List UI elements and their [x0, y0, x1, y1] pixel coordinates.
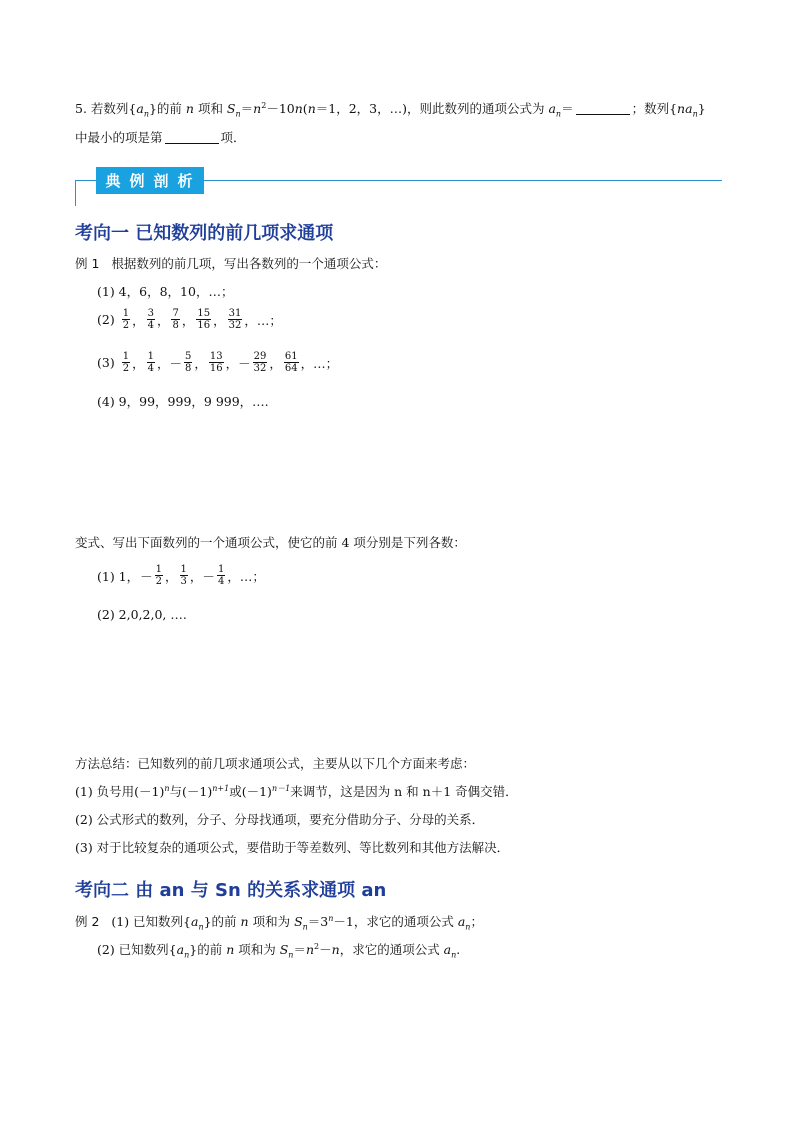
method-item-1: (1) 负号用$(-1)^n$与$(-1)^{n+1}$或$(-1)^{n-1}$来调节，这是因为 n 和 n＋1 奇偶交错． — [75, 783, 518, 799]
problem-5-line-2: 中最小的项是第 项． — [75, 130, 246, 145]
banner-rule-vertical — [75, 180, 76, 206]
banner-char: 典 — [105, 172, 123, 190]
banner-char: 例 — [129, 172, 147, 190]
banner-char: 剖 — [153, 172, 171, 190]
answer-blank-2[interactable] — [165, 131, 219, 144]
banner-char: 析 — [177, 172, 195, 190]
problem-5-line-1: 5. 若数列$\{a_n\}$的前 n 项和 $S_n=n^2-10n(n=1$，2，3，…)，则此数列的通项公式为 $a_n=$ ；数列$\{na_n\}$ — [75, 100, 706, 119]
example-2-item-1: 例 2 (1) 已知数列$\{a_n\}$的前 n 项和为 $S_n=3^n-1$，求它的通项公式 $a_n$； — [75, 913, 483, 932]
method-item-3: (3) 对于比较复杂的通项公式，要借助于等差数列、等比数列和其他方法解决． — [75, 840, 510, 855]
example-1-item-4: (4) 9，99，999，9 999，…. — [97, 394, 269, 409]
example-1-item-3: (3) $\frac{1}{2}$ ， $\frac{1}{4}$ ，－ $\frac{5}{8}$ ， $\frac{13}{16}$ ，－ $\frac{29}{32}$ ， $\frac{61}{64}$ ，…； — [97, 351, 339, 374]
section-1-title: 考向一 已知数列的前几项求通项 — [75, 223, 334, 244]
variant-item-1: (1) 1， － $\frac{1}{2}$ ， $\frac{1}{3}$ ，－ $\frac{1}{4}$ ，…； — [97, 564, 265, 587]
section-2-title: 考向二 由 an 与 Sn 的关系求通项 an — [75, 880, 387, 901]
variant-prompt: 变式、写出下面数列的一个通项公式，使它的前 4 项分别是下列各数： — [75, 535, 466, 550]
method-title: 方法总结：已知数列的前几项求通项公式，主要从以下几个方面来考虑： — [75, 756, 476, 771]
example-1-item-2: (2) $\frac{1}{2}$ ， $\frac{3}{4}$ ， $\frac{7}{8}$ ， $\frac{15}{16}$ ， $\frac{31}{32}$ ，…； — [97, 308, 282, 331]
method-item-2: (2) 公式形式的数列，分子、分母找通项，要充分借助分子、分母的关系． — [75, 812, 485, 827]
example-2-item-2: (2) 已知数列$\{a_n\}$的前 n 项和为 $S_n=n^2-n$，求它的通项公式 $a_n$. — [97, 941, 461, 960]
example-1-item-1: (1) 4，6，8，10，…； — [97, 284, 234, 299]
example-1-prompt: 例 1 根据数列的前几项，写出各数列的一个通项公式： — [75, 256, 387, 271]
answer-blank-1[interactable] — [576, 102, 630, 115]
variant-item-2: (2) 2,0,2,0, …. — [97, 607, 187, 622]
section-banner — [96, 167, 204, 194]
